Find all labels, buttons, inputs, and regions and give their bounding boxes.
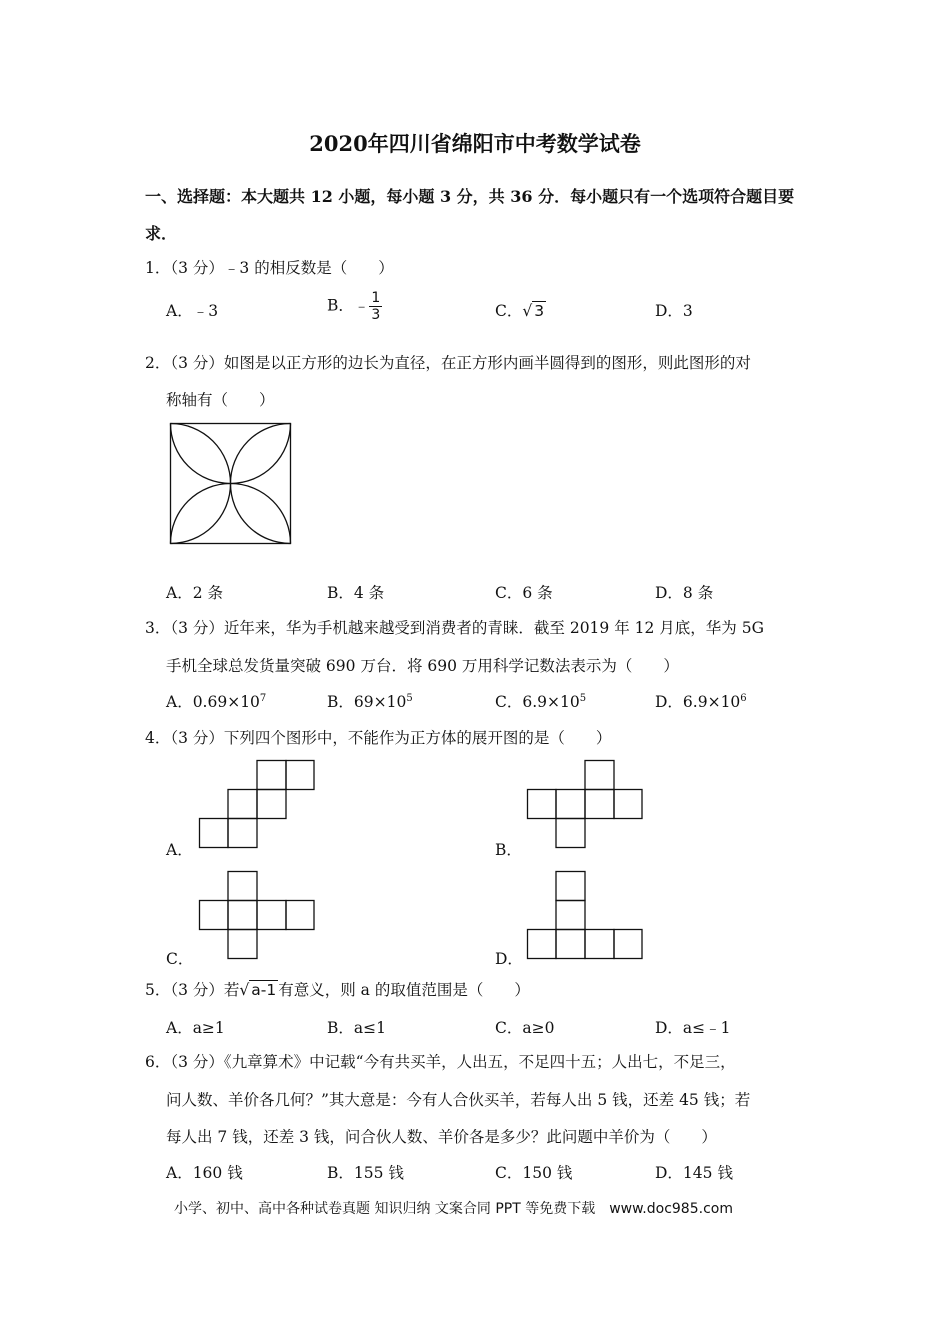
q4-option-b: B． — [495, 841, 522, 859]
q3-option-b-base: B．69×10 — [327, 693, 407, 711]
q4-option-c: C． — [166, 950, 194, 968]
q6-option-b: B．155 钱 — [327, 1164, 404, 1182]
q4-option-a: A． — [166, 841, 193, 859]
net-square — [528, 790, 557, 819]
sqrt-expression — [522, 301, 546, 320]
sqrt-expression — [239, 980, 278, 999]
fraction-numerator: 1 — [371, 290, 381, 306]
page-footer: 小学、初中、高中各种试卷真题 知识归纳 文案合同 PPT 等免费下载 www.doc985.com — [174, 1201, 733, 1217]
net-square — [200, 901, 229, 930]
net-square — [556, 790, 585, 819]
net-square — [556, 872, 585, 901]
question-1-stem: 1．（3 分）﹣3 的相反数是（ ） — [145, 259, 394, 277]
net-square — [556, 930, 585, 959]
net-square — [528, 930, 557, 959]
q5-option-a: A．a≥1 — [166, 1019, 225, 1037]
net-square — [228, 872, 257, 901]
net-square — [228, 930, 257, 959]
net-square — [228, 819, 257, 848]
q2-option-d: D．8 条 — [655, 584, 714, 602]
net-square — [228, 901, 257, 930]
q3-option-d-base: D．6.9×10 — [655, 693, 741, 711]
question-3-stem-cont: 手机全球总发货量突破 690 万台．将 690 万用科学记数法表示为（ ） — [166, 657, 679, 675]
q5-option-b: B．a≤1 — [327, 1019, 386, 1037]
question-6-stem-cont2: 每人出 7 钱，还差 3 钱，问合伙人数、羊价各是多少？此问题中羊价为（ ） — [166, 1128, 717, 1146]
q1-option-a: A．﹣3 — [166, 302, 219, 320]
q3-option-a-base: A．0.69×10 — [166, 693, 260, 711]
question-6-stem-cont: 问人数、羊价各几何？”其大意是：今有人合伙买羊，若每人出 5 钱，还差 45 钱；若 — [166, 1091, 751, 1109]
net-square — [614, 930, 642, 959]
q2-option-a: A．2 条 — [166, 584, 223, 602]
q1-option-c — [495, 299, 546, 321]
q4-option-d: D． — [495, 950, 523, 968]
fraction — [369, 290, 382, 323]
sqrt-icon: √ — [239, 981, 250, 999]
q6-option-a: A．160 钱 — [166, 1164, 243, 1182]
question-2-stem: 2．（3 分）如图是以正方形的边长为直径，在正方形内画半圆得到的图形，则此图形的对 — [145, 354, 751, 372]
net-square — [614, 790, 642, 819]
question-6-stem: 6．（3 分）《九章算术》中记载“今有共买羊，人出五，不足四十五；人出七，不足三， — [145, 1053, 736, 1071]
q3-option-b-exponent: 5 — [406, 692, 413, 704]
net-square — [257, 901, 286, 930]
net-square — [585, 930, 614, 959]
q3-option-a — [166, 690, 266, 712]
sqrt-icon: √ — [522, 302, 533, 320]
sqrt-radicand: a-1 — [251, 981, 277, 999]
sqrt-radicand: 3 — [534, 302, 545, 320]
q3-option-a-exponent: 7 — [259, 692, 267, 704]
q3-option-b — [327, 690, 413, 712]
question-4-stem: 4．（3 分）下列四个图形中，不能作为正方体的展开图的是（ ） — [145, 729, 612, 747]
q6-option-c: C．150 钱 — [495, 1164, 573, 1182]
net-square — [257, 790, 286, 819]
q3-option-d — [655, 690, 747, 712]
q1-option-b-prefix: B．﹣ — [327, 296, 370, 315]
q1-option-b — [327, 290, 382, 323]
square-semicircles-figure — [170, 423, 291, 544]
net-square — [556, 819, 585, 848]
q4-net-a-figure — [199, 760, 315, 848]
q5-stem-suffix: 有意义，则 a 的取值范围是（ ） — [278, 981, 530, 999]
q3-option-c — [495, 690, 586, 712]
q5-option-c: C．a≥0 — [495, 1019, 555, 1037]
net-square — [556, 901, 585, 930]
net-square — [286, 761, 314, 790]
q5-stem-prefix: 5．（3 分）若 — [145, 981, 240, 999]
question-2-stem-cont: 称轴有（ ） — [166, 391, 275, 409]
q1-option-d: D．3 — [655, 302, 693, 320]
q4-net-c-figure — [199, 871, 315, 959]
fraction-denominator: 3 — [371, 307, 381, 323]
net-square — [228, 790, 257, 819]
net-square — [585, 761, 614, 790]
q2-option-b: B．4 条 — [327, 584, 385, 602]
question-5-stem — [145, 978, 530, 1000]
net-square — [200, 819, 229, 848]
q1-option-c-prefix: C． — [495, 302, 523, 320]
q3-option-d-exponent: 6 — [740, 692, 747, 704]
q3-option-c-base: C．6.9×10 — [495, 693, 580, 711]
q5-option-d: D．a≤﹣1 — [655, 1019, 731, 1037]
net-square — [257, 761, 286, 790]
net-square — [585, 790, 614, 819]
net-square — [286, 901, 314, 930]
q4-net-d-figure — [527, 871, 643, 959]
q3-option-c-exponent: 5 — [579, 692, 587, 704]
section-heading-cont: 求． — [145, 224, 178, 243]
page-title: 2020年四川省绵阳市中考数学试卷 — [309, 131, 641, 156]
question-3-stem: 3．（3 分）近年来，华为手机越来越受到消费者的青睐．截至 2019 年 12 月底，华为 5G — [145, 619, 764, 637]
q2-option-c: C．6 条 — [495, 584, 553, 602]
section-heading: 一、选择题：本大题共 12 小题，每小题 3 分，共 36 分．每小题只有一个选项符合题目要 — [145, 187, 795, 206]
q6-option-d: D．145 钱 — [655, 1164, 733, 1182]
q4-net-b-figure — [527, 760, 643, 848]
